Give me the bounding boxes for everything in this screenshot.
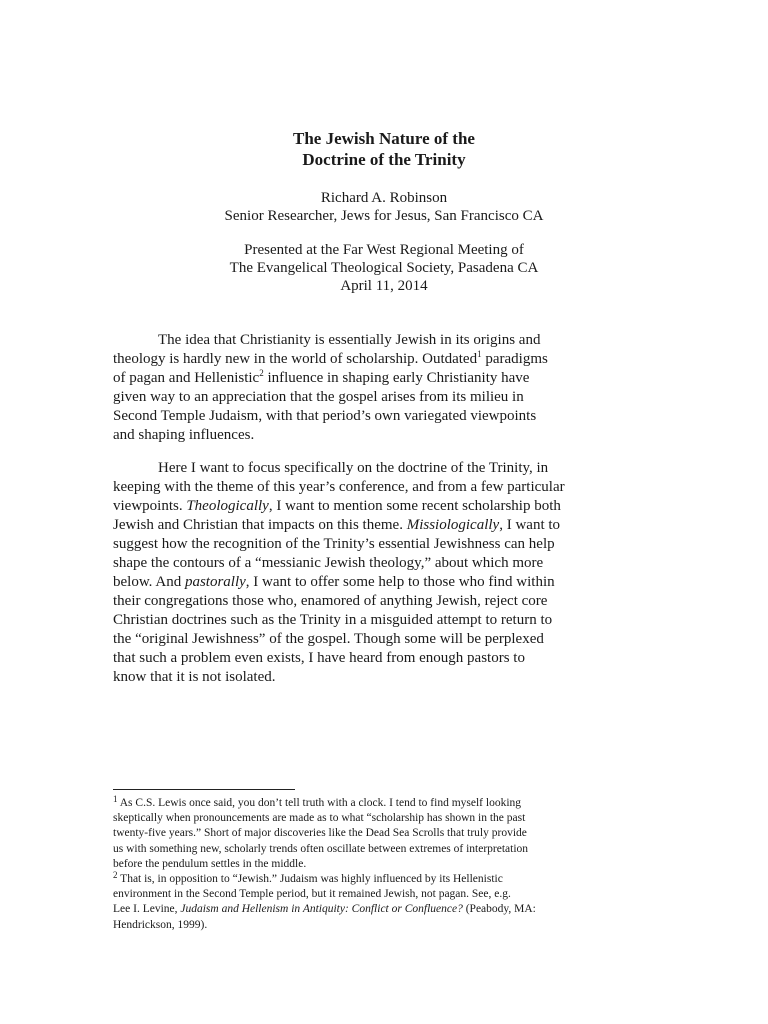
- footnote-ref[interactable]: 2: [259, 368, 264, 378]
- paragraph-line: given way to an appreciation that the gospel arises from its milieu in: [113, 389, 524, 405]
- paragraph-line: Second Temple Judaism, with that period’s own variegated viewpoints: [113, 408, 537, 424]
- footnote-line: $^1$ As C.S. Lewis once said, you don’t tell truth with a clock. I tend to find myself looking: [113, 794, 522, 809]
- paragraph-line: suggest how the recognition of the Trinity’s essential Jewishness can help: [113, 536, 555, 552]
- paragraph-line: shape the contours of a “messianic Jewish theology,” about which more: [113, 555, 544, 571]
- author-affiliation: Senior Researcher, Jews for Jesus, San Francisco CA: [224, 208, 544, 224]
- paragraph-line: below. And pastorally, I want to offer some help to those who find within: [113, 574, 555, 590]
- footnote-ref[interactable]: 1: [477, 349, 482, 359]
- footnote-line: Hendrickson, 1999).: [113, 918, 208, 931]
- title-line: The Jewish Nature of the: [293, 129, 475, 148]
- footnote-line: before the pendulum settles in the middle.: [113, 857, 307, 870]
- footnote-number: 1: [113, 794, 118, 804]
- paragraph-intro: [113, 331, 673, 445]
- footnote-line: environment in the Second Temple period, but it remained Jewish, not pagan. See, e.g.: [113, 888, 511, 901]
- paragraph-line: Jewish and Christian that impacts on this theme. Missiologically, I want to: [113, 517, 561, 533]
- paragraph-line: that such a problem even exists, I have heard from enough pastors to: [113, 650, 525, 666]
- author-name: Richard A. Robinson: [320, 190, 448, 206]
- footnote-number: 2: [113, 870, 118, 881]
- document-title: [0, 128, 768, 170]
- paragraph-focus: [113, 459, 673, 687]
- paragraph-line: The idea that Christianity is essentially Jewish in its origins and: [158, 332, 541, 348]
- paragraph-line: keeping with the theme of this year’s conference, and from a few particular: [113, 479, 565, 495]
- paragraph-line: Christian doctrines such as the Trinity in a misguided attempt to return to: [113, 612, 553, 628]
- footnote-divider: [113, 789, 295, 790]
- footnote-line: skeptically when pronouncements are made as to what “scholarship has shown in the past: [113, 812, 526, 825]
- paragraph-line: and shaping influences.: [113, 427, 255, 443]
- author-block: [0, 189, 768, 225]
- title-line: Doctrine of the Trinity: [302, 150, 466, 169]
- presentation-block: [0, 241, 768, 295]
- paragraph-line: theology is hardly new in the world of scholarship. Outdated$^1$ paradigms: [113, 349, 548, 367]
- paragraph-line: the “original Jewishness” of the gospel. Though some will be perplexed: [113, 631, 544, 647]
- footnotes: [113, 796, 693, 933]
- footnote-line: twenty-five years.” Short of major discoveries like the Dead Sea Scrolls that truly provide: [113, 827, 527, 840]
- paragraph-line: viewpoints. Theologically, I want to mention some recent scholarship both: [113, 498, 561, 514]
- paragraph-line: their congregations those who, enamored of anything Jewish, reject core: [113, 593, 548, 609]
- paragraph-line: know that it is not isolated.: [113, 669, 276, 685]
- presentation-date: April 11, 2014: [340, 278, 428, 294]
- paragraph-line: of pagan and Hellenistic$^2$ influence in shaping early Christianity have: [113, 368, 530, 386]
- footnote-line: $^2$ That is, in opposition to “Jewish.” Judaism was highly influenced by its Hellenistic: [113, 870, 503, 886]
- book-title: Judaism and Hellenism in Antiquity: Conflict or Confluence?: [180, 903, 463, 916]
- footnote-line: us with something new, scholarly trends often oscillate between extremes of interpretation: [113, 842, 529, 855]
- presentation-line: Presented at the Far West Regional Meeting of: [244, 242, 524, 258]
- emphasis: Theologically: [186, 498, 269, 514]
- emphasis: Missiologically: [406, 517, 500, 533]
- paragraph-line: Here I want to focus specifically on the doctrine of the Trinity, in: [158, 460, 549, 476]
- footnote-line: Lee I. Levine, Judaism and Hellenism in Antiquity: Conflict or Confluence? (Peabody, MA:: [113, 903, 536, 916]
- emphasis: pastorally: [184, 574, 246, 590]
- presentation-line: The Evangelical Theological Society, Pasadena CA: [229, 260, 539, 276]
